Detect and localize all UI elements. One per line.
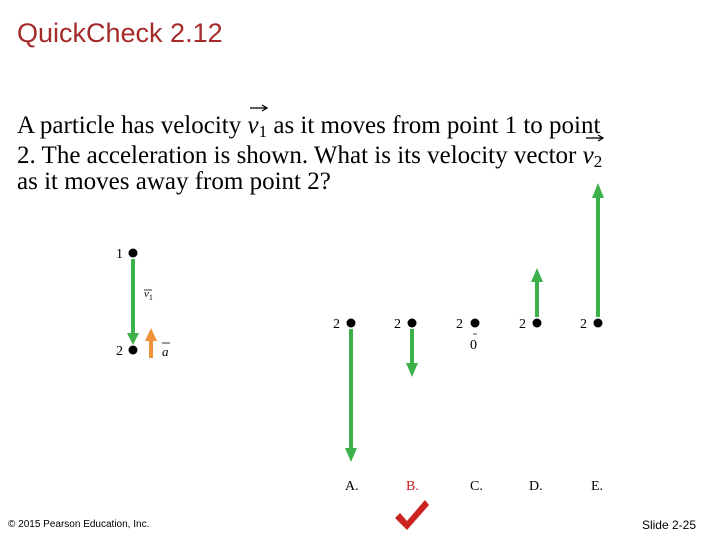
choice-c-point-label: 2 <box>456 317 463 332</box>
choice-c-letter[interactable]: C. <box>470 479 483 494</box>
copyright-text: © 2015 Pearson Education, Inc. <box>8 519 150 530</box>
choice-d-letter[interactable]: D. <box>529 479 543 494</box>
choice-b-arrowhead-icon <box>406 363 418 377</box>
vector-v2-symbol: $v_2$ <box>583 138 603 172</box>
choice-b-letter[interactable]: B. <box>406 479 419 494</box>
v1-arrowhead-icon <box>127 333 139 345</box>
point-1-label: 1 <box>116 247 123 262</box>
choice-d-dot <box>533 319 542 328</box>
vector-v1-symbol: $v_1$ <box>247 108 267 142</box>
v1-label: $v_1$ <box>144 288 153 302</box>
acceleration-arrowhead-icon <box>145 328 157 341</box>
choice-e-arrowhead-icon <box>592 183 604 198</box>
choice-e-dot <box>594 319 603 328</box>
choice-a-dot <box>347 319 356 328</box>
choice-a-arrowhead-icon <box>345 448 357 462</box>
question-text-2a: 2. The acceleration is shown. What is its velocity vector <box>17 142 577 169</box>
choice-b-dot <box>408 319 417 328</box>
point-1-dot <box>129 249 138 258</box>
question-text-1a: A particle has velocity <box>17 112 242 139</box>
choice-d-arrowhead-icon <box>531 268 543 282</box>
slide-title: QuickCheck 2.12 <box>17 18 223 48</box>
choice-e-point-label: 2 <box>580 317 587 332</box>
choice-c-dot <box>471 319 480 328</box>
question-text-1b: as it moves from point 1 to point <box>273 112 601 139</box>
choice-d-point-label: 2 <box>519 317 526 332</box>
choice-e-letter[interactable]: E. <box>591 479 604 494</box>
question-line-3: as it moves away from point 2? <box>17 168 331 195</box>
choice-c-zero-label: 0 <box>470 338 477 353</box>
point-2-label: 2 <box>116 344 123 359</box>
slide-number: Slide 2-25 <box>641 518 696 532</box>
point-2-dot <box>129 346 138 355</box>
choice-a-point-label: 2 <box>333 317 340 332</box>
acceleration-label: a <box>162 344 169 359</box>
choice-a-letter[interactable]: A. <box>345 479 359 494</box>
check-icon <box>392 498 432 532</box>
choice-b-point-label: 2 <box>394 317 401 332</box>
